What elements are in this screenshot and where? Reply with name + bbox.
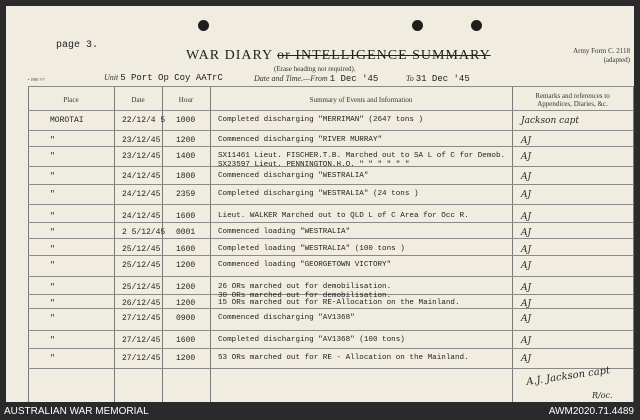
date-from: 1 Dec '45 (329, 74, 379, 84)
war-diary-sheet (6, 6, 634, 402)
row-place: " (50, 172, 55, 181)
to-line (406, 74, 470, 84)
to-label: To (406, 74, 414, 83)
row-date: 25/12/45 (122, 283, 161, 292)
row-place: " (50, 261, 55, 270)
row-rule (28, 204, 634, 205)
row-initials: AJ (521, 336, 532, 346)
footer-bar (0, 402, 640, 420)
row-summary: Commenced discharging "RIVER MURRAY" (218, 136, 383, 144)
row-rule (28, 130, 634, 131)
row-summary: SX11461 Lieut. FISCHER.T.B. Marched out to SA L of C for Demob. SX23597 Lieut. PENNINGTON.H.O. " " " " " " (218, 152, 506, 169)
footer-institution: AUSTRALIAN WAR MEMORIAL (4, 406, 149, 417)
row-rule (28, 276, 634, 277)
row-summary: Completed discharging "MERRIMAN" (2647 tons ) (218, 116, 424, 124)
row-hour: 1200 (176, 283, 196, 292)
page-title (186, 48, 491, 64)
row-rule (28, 368, 634, 369)
header-rule (28, 110, 634, 111)
row-initials: AJ (521, 228, 532, 238)
row-place: " (50, 336, 55, 345)
signature-title: R/oc. (592, 391, 613, 400)
row-hour: 1200 (176, 136, 196, 145)
unit-value: 5 Port Op Coy AATrC (120, 73, 223, 83)
punch-hole (412, 20, 423, 31)
column-divider (210, 86, 211, 402)
row-initials: AJ (521, 152, 532, 162)
row-initials: Jackson capt (521, 116, 579, 126)
date-to: 31 Dec '45 (415, 74, 470, 84)
row-initials: AJ (521, 245, 532, 255)
punch-hole (198, 20, 209, 31)
remarks-header-line-2: Appendices, Diaries, &c. (537, 100, 608, 108)
column-header-place: Place (63, 96, 79, 104)
row-summary: Lieut. WALKER Marched out to QLD L of C Area for Occ R. (218, 212, 469, 220)
row-summary: Completed discharging "WESTRALIA" (24 tons ) (218, 190, 419, 198)
row-summary: 26 ORs marched out for demobilisation. 30 ORs marched out for demobilisation. (218, 283, 392, 300)
row-initials: AJ (521, 190, 532, 200)
row-date: 27/12/45 (122, 354, 161, 363)
row-hour: 1600 (176, 336, 196, 345)
row-initials: AJ (521, 136, 532, 146)
row-place: " (50, 228, 55, 237)
row-rule (28, 238, 634, 239)
row-summary: Completed discharging "AV1368" (100 tons) (218, 336, 405, 344)
row-hour: 2359 (176, 190, 196, 199)
diary-table (28, 86, 634, 402)
row-rule (28, 330, 634, 331)
column-header-date: Date (131, 96, 145, 104)
row-date: 27/12/45 (122, 336, 161, 345)
row-summary: Commenced discharging "AV1368" (218, 314, 355, 322)
row-date: 24/12/45 (122, 172, 161, 181)
row-date: 24/12/45 (122, 212, 161, 221)
footer-accession: AWM2020.71.4489 (548, 406, 634, 417)
row-place: " (50, 299, 55, 308)
row-hour: 1200 (176, 261, 196, 270)
row-hour: 0900 (176, 314, 196, 323)
row-place: " (50, 283, 55, 292)
row-date: 26/12/45 (122, 299, 161, 308)
row-rule (28, 146, 634, 147)
unit-line (104, 73, 223, 83)
date-line (254, 74, 378, 84)
row-date: 25/12/45 (122, 245, 161, 254)
column-divider (114, 86, 115, 402)
row-rule (28, 308, 634, 309)
row-rule (28, 348, 634, 349)
row-summary: Completed loading "WESTRALIA" (100 tons ) (218, 245, 405, 253)
row-place: " (50, 314, 55, 323)
print-code: • 1988 ??? (28, 77, 45, 82)
row-hour: 1200 (176, 354, 196, 363)
table-border (633, 86, 634, 402)
title-war-diary: WAR DIARY (186, 48, 273, 63)
row-hour: 1800 (176, 172, 196, 181)
date-label: Date and Time.—From (254, 74, 328, 83)
row-hour: 0001 (176, 228, 196, 237)
row-initials: AJ (521, 283, 532, 293)
row-rule (28, 255, 634, 256)
row-initials: AJ (521, 354, 532, 364)
row-date: 22/12/4 5 (122, 116, 166, 125)
row-hour: 1000 (176, 116, 196, 125)
row-date: 23/12/45 (122, 152, 161, 161)
column-header-summary: Summary of Events and Information (309, 96, 413, 104)
row-summary: Commenced discharging "WESTRALIA" (218, 172, 369, 180)
subtitle: (Erase heading not required). (274, 65, 356, 73)
row-place: " (50, 245, 55, 254)
row-summary: 53 ORs marched out for RE - Allocation on the Mainland. (218, 354, 469, 362)
table-top-rule (28, 86, 634, 87)
army-form-adapted: (adapted) (603, 56, 630, 64)
row-place: " (50, 136, 55, 145)
row-hour: 1200 (176, 299, 196, 308)
army-form-label (570, 47, 630, 65)
row-summary: Commenced loading "GEORGETOWN VICTORY" (218, 261, 392, 269)
row-rule (28, 184, 634, 185)
row-rule (28, 222, 634, 223)
row-initials: AJ (521, 261, 532, 271)
page-number: page 3. (56, 40, 99, 51)
row-initials: AJ (521, 314, 532, 324)
column-header-hour: Hour (178, 96, 194, 104)
row-hour: 1400 (176, 152, 196, 161)
row-place: MOROTAI (50, 116, 84, 125)
row-initials: AJ (521, 172, 532, 182)
row-date: 23/12/45 (122, 136, 161, 145)
row-summary: 15 ORs marched out for RE-Allocation on the Mainland. (218, 299, 460, 307)
row-place: " (50, 212, 55, 221)
row-date: 25/12/45 (122, 261, 161, 270)
row-date: 27/12/45 (122, 314, 161, 323)
row-hour: 1600 (176, 245, 196, 254)
army-form-number: Army Form C. 2118 (573, 47, 630, 55)
row-place: " (50, 190, 55, 199)
row-date: 2 5/12/45 (122, 228, 166, 237)
column-divider (162, 86, 163, 402)
row-date: 24/12/45 (122, 190, 161, 199)
row-summary: Commenced loading "WESTRALIA" (218, 228, 351, 236)
column-divider (512, 86, 513, 402)
row-hour: 1600 (176, 212, 196, 221)
table-border (28, 86, 29, 402)
remarks-header-line-1: Remarks and references to (535, 92, 610, 100)
row-place: " (50, 152, 55, 161)
title-struck: or INTELLIGENCE SUMMARY (277, 48, 491, 63)
punch-hole (471, 20, 482, 31)
row-place: " (50, 354, 55, 363)
row-initials: AJ (521, 212, 532, 222)
signature: A.J. Jackson capt (525, 365, 611, 388)
row-initials: AJ (521, 299, 532, 309)
column-header-remarks (512, 92, 633, 108)
unit-label: Unit (104, 73, 119, 82)
